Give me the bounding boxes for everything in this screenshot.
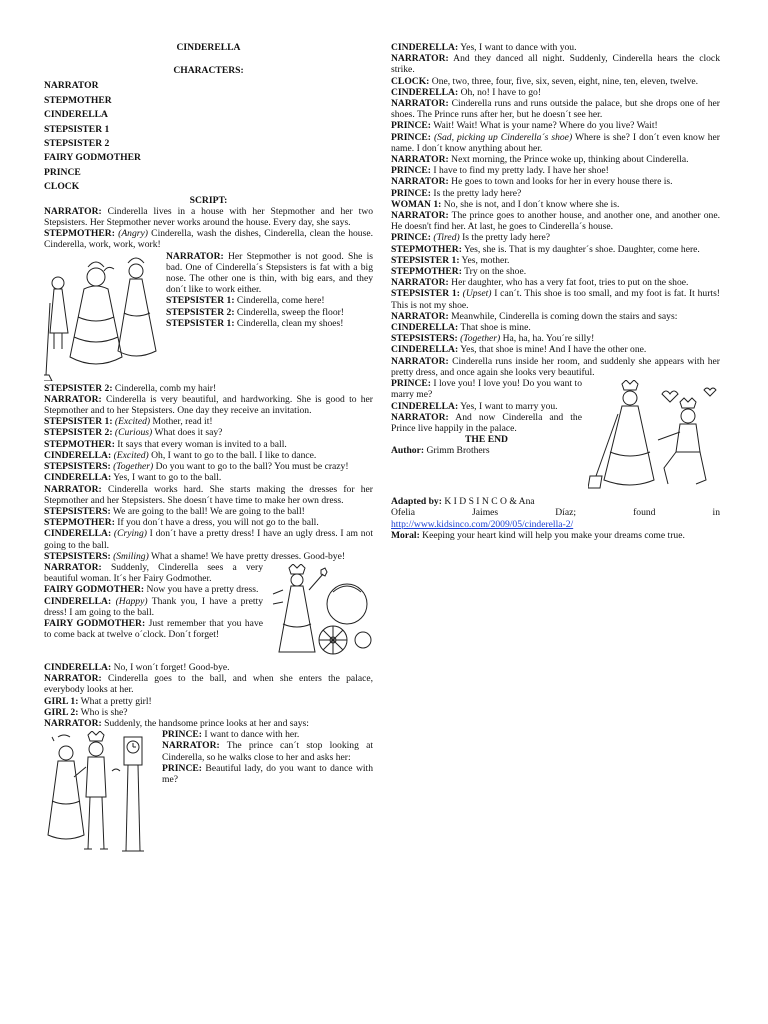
script-line: NARRATOR: Meanwhile, Cinderella is coming down the stairs and says: (391, 310, 678, 322)
script-line: STEPSISTER 1: Cinderella, come here! (166, 295, 325, 307)
script-line: NARRATOR: Her daughter, who has a very fat foot, tries to put on the shoe. (391, 277, 689, 289)
script-line: NARRATOR: The prince can´t stop looking at Cinderella, so he walks close to her and asks her: (162, 740, 373, 763)
script-line: GIRL 1: What a pretty girl! (44, 695, 152, 707)
character-item: STEPSISTER 1 (44, 123, 110, 135)
script-line: STEPSISTERS: We are going to the ball! We are going to the ball! (44, 505, 305, 517)
characters-heading: CHARACTERS: (173, 65, 244, 77)
character-item: CINDERELLA (44, 109, 108, 121)
script-line: CINDERELLA: Yes, I want to marry you. (391, 400, 558, 412)
script-line: NARRATOR: Next morning, the Prince woke up, thinking about Cinderella. (391, 154, 689, 166)
script-line: CINDERELLA: Yes, I want to go to the ball. (44, 472, 222, 484)
author-line: Author: Grimm Brothers (391, 445, 490, 457)
source-link[interactable]: http://www.kidsinco.com/2009/05/cinderella-2/ (391, 518, 574, 530)
script-line: NARRATOR: Cinderella runs and runs outside the palace, but she drops one of her shoes. The Prince runs after her, but he doesn´t see her. (391, 98, 720, 121)
script-line: STEPMOTHER: Try on the shoe. (391, 266, 527, 278)
script-line: CINDERELLA: Oh, no! I have to go! (391, 86, 542, 98)
script-line: NARRATOR: The prince goes to another house, and another one, and another one. He doesn't find her. At last, he goes to Cinderella´s house. (391, 210, 720, 233)
prince-clock-drawing-icon (44, 731, 156, 855)
character-item: FAIRY GODMOTHER (44, 152, 141, 164)
script-line: CINDERELLA: (Crying) I don´t have a pretty dress! I have an ugly dress. I am not going to the ball. (44, 528, 373, 551)
script-line: CINDERELLA: No, I won´t forget! Good-bye. (44, 661, 230, 673)
script-line: NARRATOR: And they danced all night. Suddenly, Cinderella hears the clock strike. (391, 53, 720, 76)
script-line: STEPMOTHER: It says that every woman is invited to a ball. (44, 438, 287, 450)
source-link-line (391, 519, 720, 530)
character-item: STEPSISTER 2 (44, 138, 110, 150)
script-line: FAIRY GODMOTHER: Just remember that you have to come back at twelve o´clock. Don´t forget! (44, 617, 263, 641)
script-line: CINDERELLA: (Happy) Thank you, I have a pretty dress! I am going to the ball. (44, 595, 263, 618)
script-line: CINDERELLA: Yes, that shoe is mine! And I have the other one. (391, 344, 647, 356)
script-line: NARRATOR: Suddenly, Cinderella sees a very beautiful woman. It´s her Fairy Godmother. (44, 561, 263, 585)
script-line: NARRATOR: And now Cinderella and the Prince live happily in the palace. (391, 411, 582, 434)
script-line: NARRATOR: Cinderella runs inside her room, and suddenly she appears with her pretty dress, and once again she looks very beautiful. (391, 355, 720, 378)
character-item: NARRATOR (44, 80, 99, 92)
adapted-line-2: Ofelia Jaimes Díaz; found in (391, 507, 720, 519)
script-heading: SCRIPT: (189, 194, 228, 206)
script-line: CLOCK: One, two, three, four, five, six, seven, eight, nine, ten, eleven, twelve. (391, 75, 699, 87)
script-line: NARRATOR: Suddenly, the handsome prince looks at her and says: (44, 717, 309, 729)
script-line: PRINCE: (Tired) Is the pretty lady here? (391, 232, 550, 244)
script-line: FAIRY GODMOTHER: Now you have a pretty dress. (44, 584, 259, 596)
script-line: GIRL 2: Who is she? (44, 706, 128, 718)
script-line: STEPMOTHER: (Angry) Cinderella, wash the dishes, Cinderella, clean the house. Cinderella, work, work, work! (44, 228, 373, 251)
script-line: NARRATOR: Cinderella goes to the ball, and when she enters the palace, everybody looks at her. (44, 673, 373, 696)
script-line: STEPSISTER 2: Cinderella, sweep the floor! (166, 306, 345, 318)
script-line: STEPSISTER 2: (Curious) What does it say? (44, 427, 223, 439)
prince-proposal-drawing-icon (588, 380, 720, 494)
character-item: CLOCK (44, 181, 80, 193)
script-line: PRINCE: I love you! I love you! Do you want to marry me? (391, 378, 582, 401)
script-line: PRINCE: I have to find my pretty lady. I have her shoe! (391, 165, 609, 177)
stepsisters-illustration (44, 253, 160, 381)
script-line: STEPSISTER 2: Cinderella, comb my hair! (44, 382, 217, 394)
right-column (391, 42, 720, 541)
adapted-line: Adapted by: K I D S I N C O & Ana (391, 496, 535, 508)
character-item: STEPMOTHER (44, 94, 112, 106)
script-line: STEPSISTERS: (Together) Do you want to go to the ball? You must be crazy! (44, 461, 349, 473)
stepsisters-drawing-icon (44, 253, 160, 381)
script-line: CINDERELLA: Yes, I want to dance with you. (391, 42, 577, 53)
fairy-godmother-illustration (269, 564, 373, 660)
script-line: PRINCE: I want to dance with her. (162, 729, 300, 741)
script-line: STEPSISTER 1: Cinderella, clean my shoes! (166, 317, 344, 329)
script-line: STEPMOTHER: Yes, she is. That is my daughter´s shoe. Daughter, come here. (391, 243, 700, 255)
script-line: PRINCE: (Sad, picking up Cinderella´s shoe) Where is she? I don´t even know her name. I don´t know anything about her. (391, 131, 720, 154)
fairy-godmother-drawing-icon (269, 564, 373, 660)
script-line: PRINCE: Wait! Wait! What is your name? Where do you live? Wait! (391, 120, 658, 132)
character-list (44, 79, 373, 194)
the-end: THE END (465, 434, 508, 446)
moral-line: Moral: Keeping your heart kind will help you make your dreams come true. (391, 529, 685, 541)
script-line: WOMAN 1: No, she is not, and I don´t know where she is. (391, 198, 620, 210)
script-line: STEPSISTER 1: (Excited) Mother, read it! (44, 416, 213, 428)
document-title: CINDERELLA (176, 42, 241, 53)
script-line: PRINCE: Beautiful lady, do you want to dance with me? (162, 762, 373, 785)
script-line: NARRATOR: Cinderella works hard. She starts making the dresses for her Stepmother and her Stepsisters. She doesn´t have time to make her own dress. (44, 483, 373, 506)
script-line: STEPMOTHER: If you don´t have a dress, you will not go to the ball. (44, 517, 319, 529)
script-line: NARRATOR: Cinderella lives in a house with her Stepmother and her two Stepsisters. Her Stepmother never works around the house. Every day, she says. (44, 205, 373, 229)
left-column (44, 42, 373, 857)
character-item: PRINCE (44, 166, 81, 178)
script-line: CINDERELLA: (Excited) Oh, I want to go to the ball. I like to dance. (44, 449, 317, 461)
script-line: NARRATOR: He goes to town and looks for her in every house there is. (391, 176, 673, 188)
script-line: NARRATOR: Her Stepmother is not good. She is bad. One of Cinderella´s Stepsisters is fat with a big nose. The other one is thin, with big ears, and they don´t like to work either. (166, 250, 373, 296)
script-line: STEPSISTER 1: Yes, mother. (391, 254, 510, 266)
script-line: PRINCE: Is the pretty lady here? (391, 187, 522, 199)
script-line: STEPSISTER 1: (Upset) I can´t. This shoe is too small, and my foot is fat. It hurts! This is not my shoe. (391, 288, 720, 311)
script-line: NARRATOR: Cinderella is very beautiful, and hardworking. She is good to her Stepmother and to her Stepsisters. One day they receive an invitation. (44, 393, 373, 417)
script-line: STEPSISTERS: (Smiling) What a shame! We have pretty dresses. Good-bye! (44, 550, 346, 562)
prince-clock-illustration (44, 731, 156, 855)
prince-proposal-illustration (588, 380, 720, 494)
script-line: STEPSISTERS: (Together) Ha, ha, ha. You´re silly! (391, 333, 595, 345)
script-line: CINDERELLA: That shoe is mine. (391, 322, 531, 334)
